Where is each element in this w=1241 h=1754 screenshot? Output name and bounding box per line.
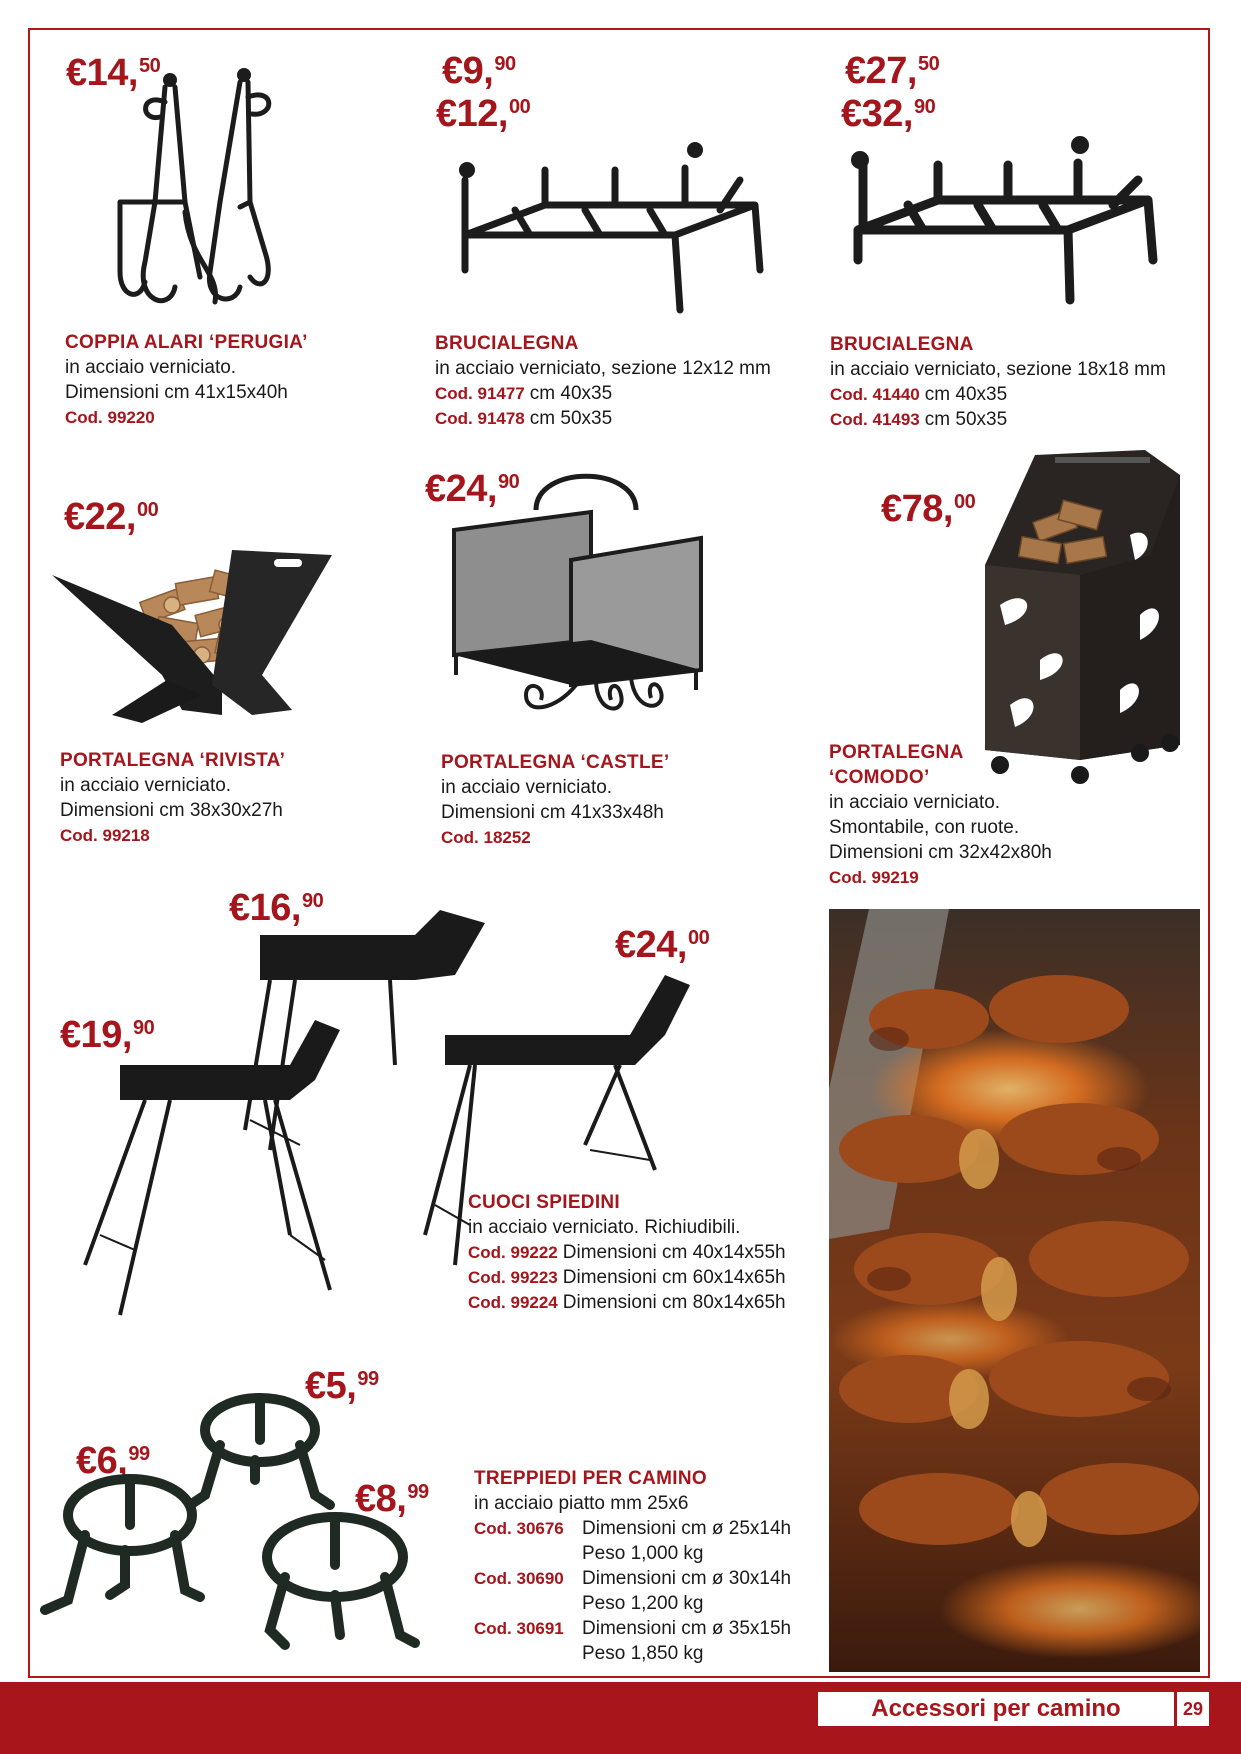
product-title-line2: ‘COMODO’ [829, 767, 930, 788]
section-title: Accessori per camino [818, 1692, 1174, 1726]
andirons-image [100, 62, 300, 320]
price-spiedini-a: €16,90 [229, 887, 324, 929]
product-desc-2: Smontabile, con ruote. [829, 817, 1020, 838]
product-desc: in acciaio piatto mm 25x6 [474, 1493, 689, 1514]
product-spiedini [468, 1190, 786, 1315]
product-code: Cod. 99219 [829, 868, 919, 887]
price-comodo: €78,00 [881, 488, 976, 530]
product-alari [65, 330, 308, 430]
product-desc: in acciaio verniciato. [829, 792, 1001, 813]
product-title: PORTALEGNA ‘RIVISTA’ [60, 750, 286, 771]
price-treppiedi-b: €6,99 [76, 1440, 150, 1482]
product-code: Cod. 99218 [60, 826, 150, 845]
product-brucialegna-1 [435, 331, 771, 431]
price-treppiedi-c: €8,99 [355, 1478, 429, 1520]
price-rivista: €22,00 [64, 496, 159, 538]
product-desc: in acciaio verniciato, sezione 12x12 mm [435, 358, 771, 379]
product-desc: in acciaio verniciato. [60, 775, 232, 796]
log-grate-image [455, 140, 780, 315]
product-rivista [60, 748, 285, 848]
product-desc: in acciaio verniciato. Richiudibili. [468, 1217, 741, 1238]
variant-row-weight: Peso 1,200 kg [582, 1593, 704, 1614]
variant-row: Cod. 99224 Dimensioni cm 80x14x65h [468, 1292, 786, 1313]
grilled-skewers-photo [829, 909, 1200, 1672]
product-dimensions: Dimensioni cm 41x15x40h [65, 382, 288, 403]
price-brucialegna-40: €9,90 [442, 50, 516, 92]
price-alari: €14,50 [66, 52, 161, 94]
price-brucialegna-18-40: €27,50 [845, 50, 940, 92]
product-treppiedi [474, 1466, 791, 1666]
variant-row: Cod. 99223 Dimensioni cm 60x14x65h [468, 1267, 786, 1288]
product-desc: in acciaio verniciato, sezione 18x18 mm [830, 359, 1166, 380]
product-brucialegna-2 [830, 332, 1166, 432]
log-grate-heavy-image [848, 135, 1173, 310]
product-title: BRUCIALEGNA [830, 334, 974, 355]
product-castle [441, 750, 669, 850]
price-spiedini-c: €19,90 [60, 1014, 155, 1056]
price-brucialegna-18-50: €32,90 [841, 93, 936, 135]
variant-row-weight: Peso 1,000 kg [582, 1543, 704, 1564]
variant-row: Cod. 41493 cm 50x35 [830, 409, 1008, 430]
page-number: 29 [1177, 1692, 1209, 1726]
variant-row-weight: Peso 1,850 kg [582, 1643, 704, 1664]
product-code: Cod. 18252 [441, 828, 531, 847]
product-dimensions: Dimensioni cm 32x42x80h [829, 842, 1052, 863]
variant-row: Cod. 91478 cm 50x35 [435, 408, 613, 429]
product-title: PORTALEGNA ‘CASTLE’ [441, 752, 670, 773]
product-dimensions: Dimensioni cm 38x30x27h [60, 800, 283, 821]
price-castle: €24,90 [425, 468, 520, 510]
product-title: COPPIA ALARI ‘PERUGIA’ [65, 332, 308, 353]
variant-row: Cod. 91477 cm 40x35 [435, 383, 613, 404]
price-brucialegna-50: €12,00 [436, 93, 531, 135]
variant-row: Cod. 30691 Dimensioni cm ø 35x15h [474, 1618, 792, 1639]
product-desc: in acciaio verniciato. [65, 357, 237, 378]
price-spiedini-b: €24,00 [615, 924, 710, 966]
variant-row: Cod. 30676 Dimensioni cm ø 25x14h [474, 1518, 792, 1539]
variant-row: Cod. 41440 cm 40x35 [830, 384, 1008, 405]
price-treppiedi-a: €5,99 [305, 1365, 379, 1407]
variant-row: Cod. 30690 Dimensioni cm ø 30x14h [474, 1568, 792, 1589]
product-title: PORTALEGNA [829, 742, 964, 763]
product-title: TREPPIEDI PER CAMINO [474, 1468, 707, 1489]
product-title: BRUCIALEGNA [435, 333, 579, 354]
log-holder-rivista-image [52, 535, 342, 730]
trivets-image [40, 1385, 440, 1655]
log-holder-castle-image [446, 470, 716, 735]
product-code: Cod. 99220 [65, 408, 155, 427]
variant-row: Cod. 99222 Dimensioni cm 40x14x55h [468, 1242, 786, 1263]
product-desc: in acciaio verniciato. [441, 777, 613, 798]
product-dimensions: Dimensioni cm 41x33x48h [441, 802, 664, 823]
product-comodo [829, 740, 1052, 890]
product-title: CUOCI SPIEDINI [468, 1192, 620, 1213]
